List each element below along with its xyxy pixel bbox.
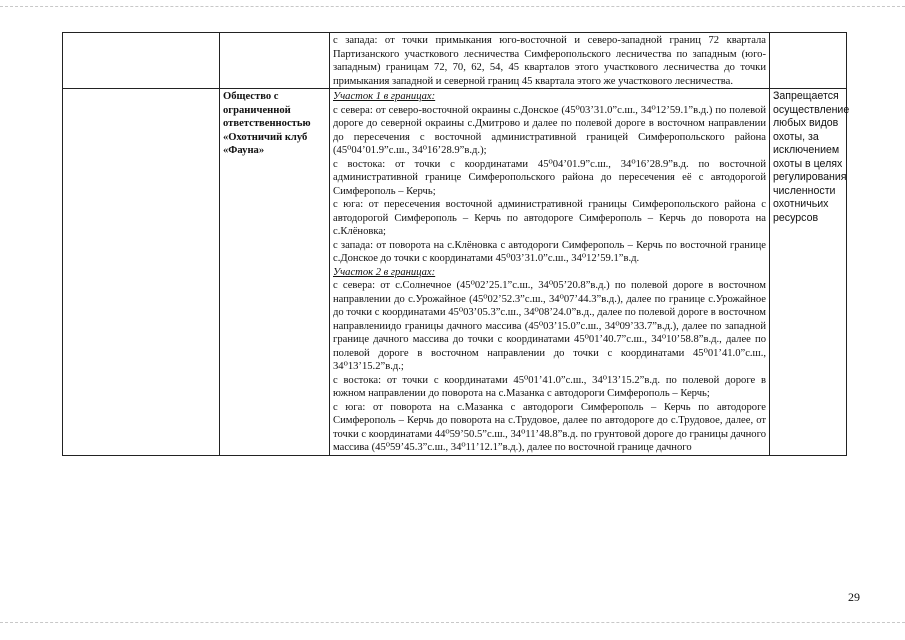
boundary-paragraph: с востока: от точки с координатами 45⁰04’01.9”с.ш., 34⁰16’28.9”в.д. по восточной административной границе Симферопольского района до пересечения её с автодорогой Симферополь – Керчь;	[333, 158, 766, 197]
page-number: 29	[848, 590, 860, 604]
section-title: Участок 1 в границах:	[333, 91, 436, 102]
scan-edge-top	[0, 6, 905, 7]
empty-cell	[770, 33, 847, 89]
boundary-paragraph: с севера: от северо-восточной окраины с.Донское (45⁰03’31.0”с.ш., 34⁰12’59.1”в.д.) по полевой дороге до северной окраины с.Дмитрово и далее по полевой дороге в восточном направлении до пересечения с восточной административной границей Симферопольского района (45⁰04’01.9”с.ш., 34⁰16’28.9”в.д.);	[333, 104, 766, 156]
empty-cell	[63, 33, 220, 89]
boundary-paragraph: с запада: от точки примыкания юго-восточной и северо-западной границ 72 квартала Партизанского участкового лесничества Симферопольского лесничества по западным (юго-западным) границам 72, 70, 62, 54, 45 кварталов этого участкового лесничества до точки примыкания западной и северной границ 45 квартала этого же участкового лесничества.	[333, 35, 766, 87]
empty-cell	[220, 33, 330, 89]
boundary-paragraph: с востока: от точки с координатами 45⁰01’41.0”с.ш., 34⁰13’15.2”в.д. по полевой дороге в южном направлении до поворота на с.Мазанка с автодороги Симферополь – Керчь;	[333, 374, 766, 399]
hunting-grounds-table	[62, 32, 850, 456]
section-title: Участок 2 в границах:	[333, 266, 436, 278]
restriction-text: Запрещается осуществление любых видов охоты, за исключением охоты в целях регулирования численности охотничьих ресурсов	[770, 89, 847, 456]
table-row	[63, 89, 847, 456]
boundary-paragraph: с юга: от пересечения восточной административной границы Симферопольского района с автодорогой Симферополь – Керчь по автодороге Симферополь – Керчь до поворота на с.Клёновка;	[333, 199, 766, 237]
boundary-text-cell	[330, 33, 770, 89]
scan-edge-bottom	[0, 622, 905, 623]
boundary-text-cell	[330, 89, 770, 456]
boundary-paragraph: с юга: от поворота на с.Мазанка с автодороги Симферополь – Керчь по автодороге Симферополь – Керчь до поворота на с.Трудовое, далее по автодороге до с.Трудовое, далее, от точки с координатами 44⁰59’50.5”с.ш., 34⁰11’48.8”в.д. по грунтовой дороге до границы дачного массива (45⁰59’45.3”с.ш., 34⁰11’12.1”в.д.), далее по восточной границе дачного	[333, 401, 766, 453]
organization-name: Общество с ограниченной ответственностью «Охотничий клуб «Фауна»	[220, 89, 330, 456]
table-row	[63, 33, 847, 89]
boundary-paragraph: с запада: от поворота на с.Клёновка с автодороги Симферополь – Керчь по восточной границе с.Донское до точки с координатами 45⁰03’31.0”с.ш., 34⁰12’59.1”в.д.	[333, 239, 766, 264]
empty-cell	[63, 89, 220, 456]
boundary-paragraph: с севера: от с.Солнечное (45⁰02’25.1”с.ш., 34⁰05’20.8”в.д.) по полевой дороге в восточном направлении до с.Урожайное (45⁰02’52.3”с.ш., 34⁰07’44.3”в.д.), далее по границе с.Урожайное до точки с координатами 45⁰03’05.3”с.ш., 34⁰08’24.0”в.д., далее по полевой дороге в восточном направлениидо границы дачного массива (45⁰03’15.0”с.ш., 34⁰09’33.7”в.д.), далее по западной границе дачного массива до точки с координатами 45⁰01’40.7”с.ш., 34⁰10’58.8”в.д., далее по полевой дороге в восточном направлении до точки с координатами 45⁰01’41.0”с.ш., 34⁰13’15.2”в.д.;	[333, 280, 766, 372]
